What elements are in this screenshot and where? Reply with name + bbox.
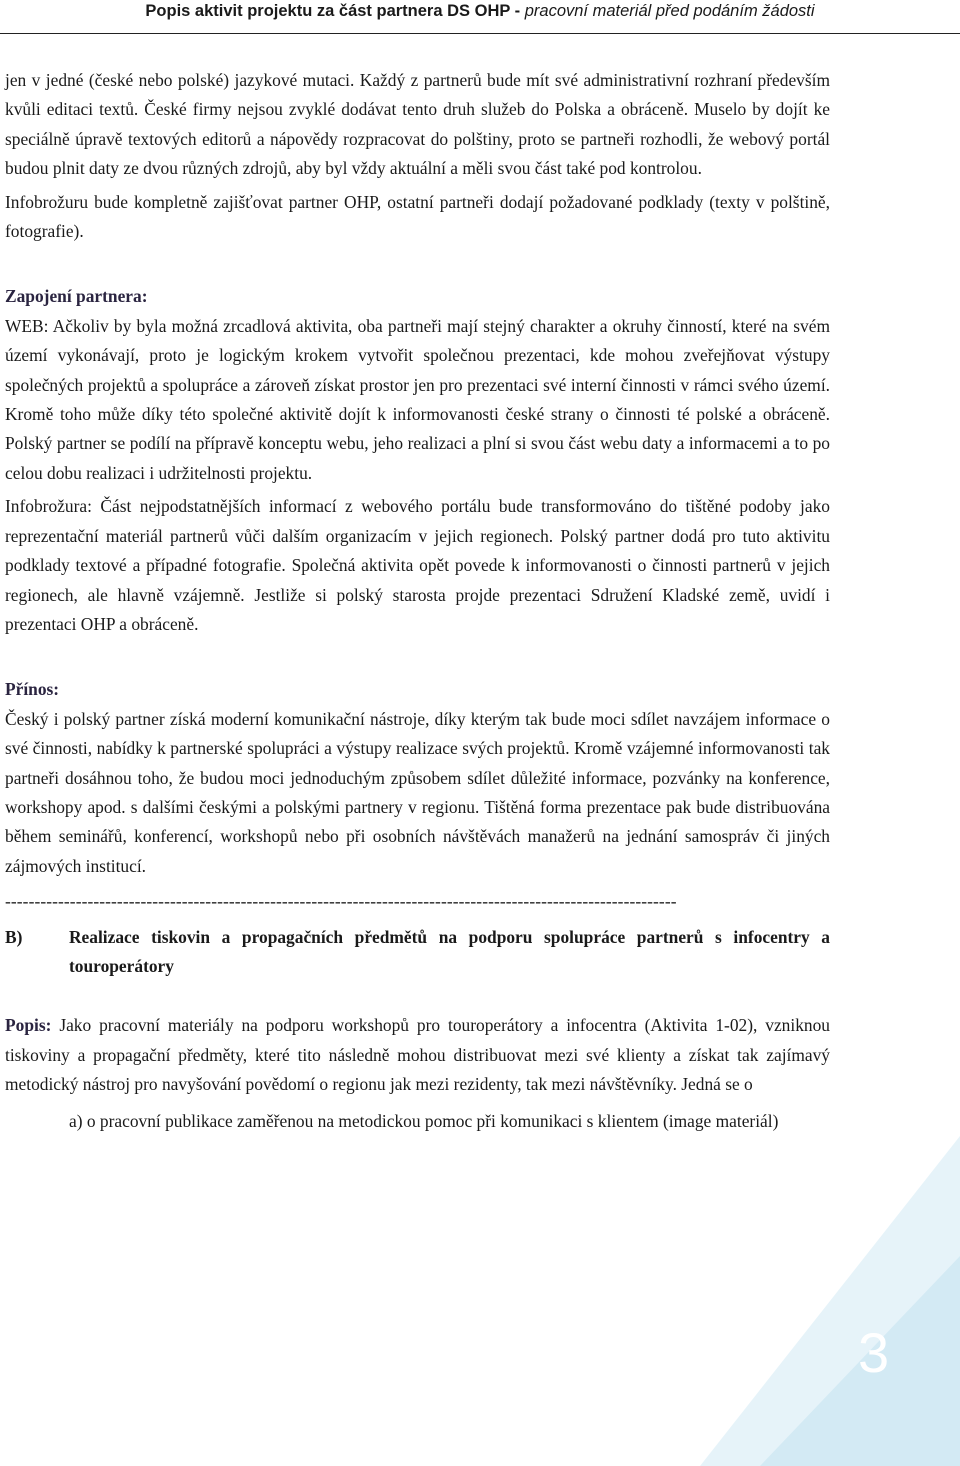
section-b-title: Realizace tiskovin a propagačních předmětů na podporu spolupráce partnerů s infocentry a touroperátory <box>69 926 830 976</box>
paragraph-zapojeni-infobrozura: Infobrožura: Část nejpodstatnějších informací z webového portálu bude transformováno do tištěné podoby jako reprezentační materiál partnerů vůči dalším organizacím v jejich regionech. Polský partner dodá pro tuto aktivitu podklady textové a případné fotografie. Společná aktivita opět povede k informovanosti o činnosti partnerů v jejich regionech, ale hlavně vzájemně. Jestliže si polský starosta projde prezentaci Sdružení Kladské země, uvidí i prezentaci OHP a obráceně. <box>5 496 830 634</box>
paragraph-infobrozura: Infobrožuru bude kompletně zajišťovat partner OHP, ostatní partneři dodají požadované podklady (texty v polštině, fotografie). <box>5 191 830 242</box>
popis-label: Popis: <box>5 1015 52 1036</box>
separator-line: ------------------------------------------------------------------------------------------------------------------ <box>5 891 677 912</box>
popis-text: Jako pracovní materiály na podporu workshopů pro touroperátory a infocentra (Aktivita 1-02), vzniknou tiskoviny a propagační předměty, které tito následně mohou distribuovat mezi své klienty a získat tak zajímavý metodický nástroj pro navyšování povědomí o regionu jak mezi rezidenty, tak mezi návštěvníky. Jedná se o <box>5 1015 830 1095</box>
section-b-letter: B) <box>5 926 23 947</box>
heading-prinos: Přínos: <box>5 679 60 700</box>
heading-zapojeni: Zapojení partnera: <box>5 286 148 307</box>
page-number: 3 <box>858 1321 890 1384</box>
header-title: Popis aktivit projektu za část partnera DS OHP - <box>145 2 525 20</box>
section-b-heading <box>5 923 830 982</box>
page-header <box>0 0 960 34</box>
list-item-a: a) o pracovní publikace zaměřenou na metodickou pomoc při komunikaci s klientem (image materiál) <box>69 1110 779 1131</box>
paragraph-popis <box>5 1011 830 1099</box>
document-body <box>5 66 830 1136</box>
paragraph-intro: jen v jedné (české nebo polské) jazykové mutaci. Každý z partnerů bude mít své administrativní rozhraní především kvůli editaci textů. České firmy nejsou zvyklé dodávat tento druh služeb do Polska a obráceně. Muselo by dojít ke speciálně úpravě textových editorů a nápovědy rozpracovat do polštiny, proto se partneři rozhodli, že webový portál budou plnit daty ze dvou různých zdrojů, aby byl vždy aktuální a měli svou část také pod kontrolou. <box>5 70 830 179</box>
corner-decoration <box>700 1136 960 1466</box>
header-subtitle: pracovní materiál před podáním žádosti <box>524 2 815 20</box>
paragraph-zapojeni-web: WEB: Ačkoliv by byla možná zrcadlová aktivita, oba partneři mají stejný charakter a okruhy činností, které na svém území vykonávají, proto je logickým krokem vytvořit společnou prezentaci, kde mohou zveřejňovat výstupy společných projektů a spolupráce a zároveň získat prostor jen pro prezentaci své interní činnosti v rámci svého území. Kromě toho může díky této společné aktivitě dojít k informovanosti české strany o činnosti té polské a obráceně. Polský partner se podílí na přípravě konceptu webu, jeho realizaci a plní si svou část webu daty a informacemi a to po celou dobu realizaci i udržitelnosti projektu. <box>5 315 830 483</box>
paragraph-prinos: Český i polský partner získá moderní komunikační nástroje, díky kterým tak bude moci sdílet navzájem informace o své činnosti, nabídky k partnerské spolupráci a výstupy realizace svých projektů. Kromě vzájemné informovanosti tak partneři dosáhnou toho, že budou moci jednoduchým způsobem sdílet důležité informace, pozvánky na konference, workshopy apod. s dalšími českými a polskými partnery v regionu. Tištěná forma prezentace pak bude distribuována během seminářů, konferencí, workshopů nebo při osobních návštěvách manažerů na jednání samospráv či jiných zájmových institucí. <box>5 708 830 876</box>
